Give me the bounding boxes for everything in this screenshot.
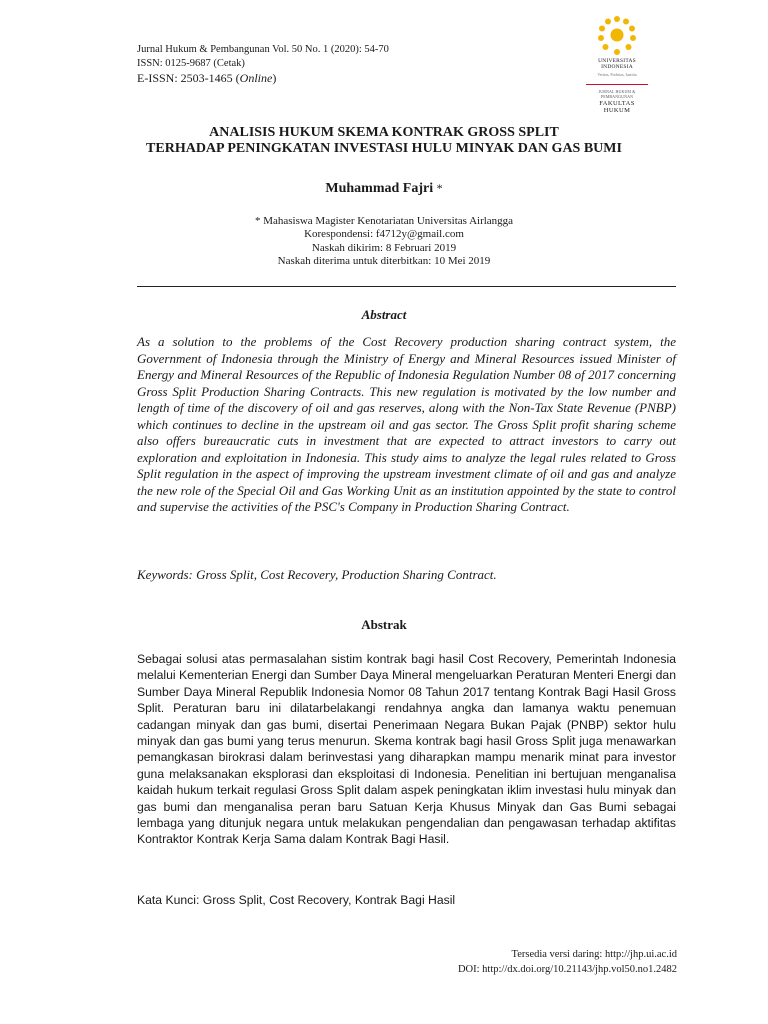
author-name: Muhammad Fajri * (325, 181, 443, 196)
logo-divider (586, 84, 648, 86)
university-motto: Veritas, Probitas, Iustitia (597, 71, 637, 77)
correspondence-email: Korespondensi: f4712y@gmail.com (304, 228, 464, 241)
author-footnote-mark: * (436, 181, 443, 195)
doi-link[interactable]: DOI: http://dx.doi.org/10.21143/jhp.vol50.no1.2482 (457, 963, 677, 975)
print-issn: ISSN: 0125-9687 (Cetak) (137, 58, 245, 69)
journal-citation: Jurnal Hukum & Pembangunan Vol. 50 No. 1 (2020): 54-70 (137, 44, 389, 55)
page-footer (458, 948, 677, 977)
keywords-english: Keywords: Gross Split, Cost Recovery, Production Sharing Contract. (137, 567, 497, 582)
keywords-indonesian: Kata Kunci: Gross Split, Cost Recovery, Kontrak Bagi Hasil (137, 893, 456, 907)
author-affiliation: * Mahasiswa Magister Kenotariatan Universitas Airlangga Korespondensi: f4712y@gmail.com Naskah dikirim: 8 Februari 2019 Naskah diterima untuk diterbitkan: 10 Mei 2019 (92, 215, 676, 269)
eissn-online: Online (239, 71, 273, 85)
submission-date: Naskah dikirim: 8 Februari 2019 (311, 241, 457, 254)
electronic-issn (137, 71, 389, 86)
acceptance-date: Naskah diterima untuk diterbitkan: 10 Mei 2019 (277, 255, 491, 268)
abstract-indonesian: Sebagai solusi atas permasalahan sistim kontrak bagi hasil Cost Recovery, Pemerintah Indonesia melalui Kementerian Energi dan Sumber Daya Mineral mengeluarkan Peraturan Menteri Energi dan Sumber Daya Mineral Republik Indonesia Nomor 08 Tahun 2017 tentang Kontrak Bagi Hasil Gross Split. Peraturan baru ini dilatarbelakangi rendahnya angka dan lamanya waktu penemuan cadangan minyak dan gas bumi, disertai Penerimaan Negara Bukan Pajak (PNBP) sektor hulu minyak dan gas bumi yang terus menurun. Skema kontrak bagi hasil Gross Split juga menawarkan pemangkasan birokrasi dalam berinvestasi yang diharapkan mampu menarik minat para investor guna melaksanakan eksplorasi dan eksploitasi di Indonesia. Penelitian ini bertujuan menganalisa kaidah hukum terkait regulasi Gross Split dalam aspek peningkatan iklim investasi hulu minyak dan gas bumi dan menganalisa peran baru Satuan Kerja Khusus Minyak dan Gas Bumi sebagai lembaga yang ditunjuk negara untuk melakukan pengendalian dan pengawasan terhadap aktifitas Kontraktor Kontrak Kerja Sama dalam Kontrak Bagi Hasil. (137, 652, 676, 847)
university-name: UNIVERSITAS INDONESIA (598, 58, 636, 71)
faculty-name: FAKULTAS HUKUM (599, 100, 635, 115)
abstract-english: As a solution to the problems of the Cost Recovery production sharing contract system, the Government of Indonesia through the Ministry of Energy and Mineral Resources issued Minister of Energy and Mineral Resources of the Republic of Indonesia Regulation Number 08 of 2017 concerning Gross Split Production Sharing Contracts. This new regulation is motivated by the low number and length of time of the discovery of oil and gas reserves, along with the Non-Tax State Revenue (PNBP) which continues to decline in the upstream oil and gas sector. The Gross Split profit sharing scheme also offers bureaucratic cuts in investment that are expected to attract investors to carry out exploration and exploitation in Indonesia. This study aims to analyze the legal rules related to Gross Split regulation in the aspect of improving the upstream investment climate of oil and gas and analyze the new role of the Special Oil and Gas Working Unit as an institution appointed by the state to control and supervise the activities of the PSC's Company in Production Sharing Contract. (137, 334, 676, 514)
makara-emblem-icon (595, 14, 639, 56)
section-divider (137, 286, 676, 287)
journal-header (137, 43, 389, 86)
article-title: ANALISIS HUKUM SKEMA KONTRAK GROSS SPLIT TERHADAP PENINGKATAN INVESTASI HULU MINYAK DAN GAS BUMI (146, 125, 622, 156)
university-logo (586, 14, 648, 114)
psc-company-term: PSC's Company (313, 499, 398, 514)
eissn-suffix: ) (272, 71, 277, 85)
abstract-heading: Abstract (361, 307, 407, 322)
journal-name: JURNAL HUKUM & PEMBANGUNAN (598, 89, 636, 100)
eissn-prefix: E-ISSN: 2503-1465 ( (137, 71, 240, 85)
abstrak-heading: Abstrak (361, 617, 407, 632)
online-version-link[interactable]: Tersedia versi daring: http://jhp.ui.ac.id (511, 949, 677, 960)
